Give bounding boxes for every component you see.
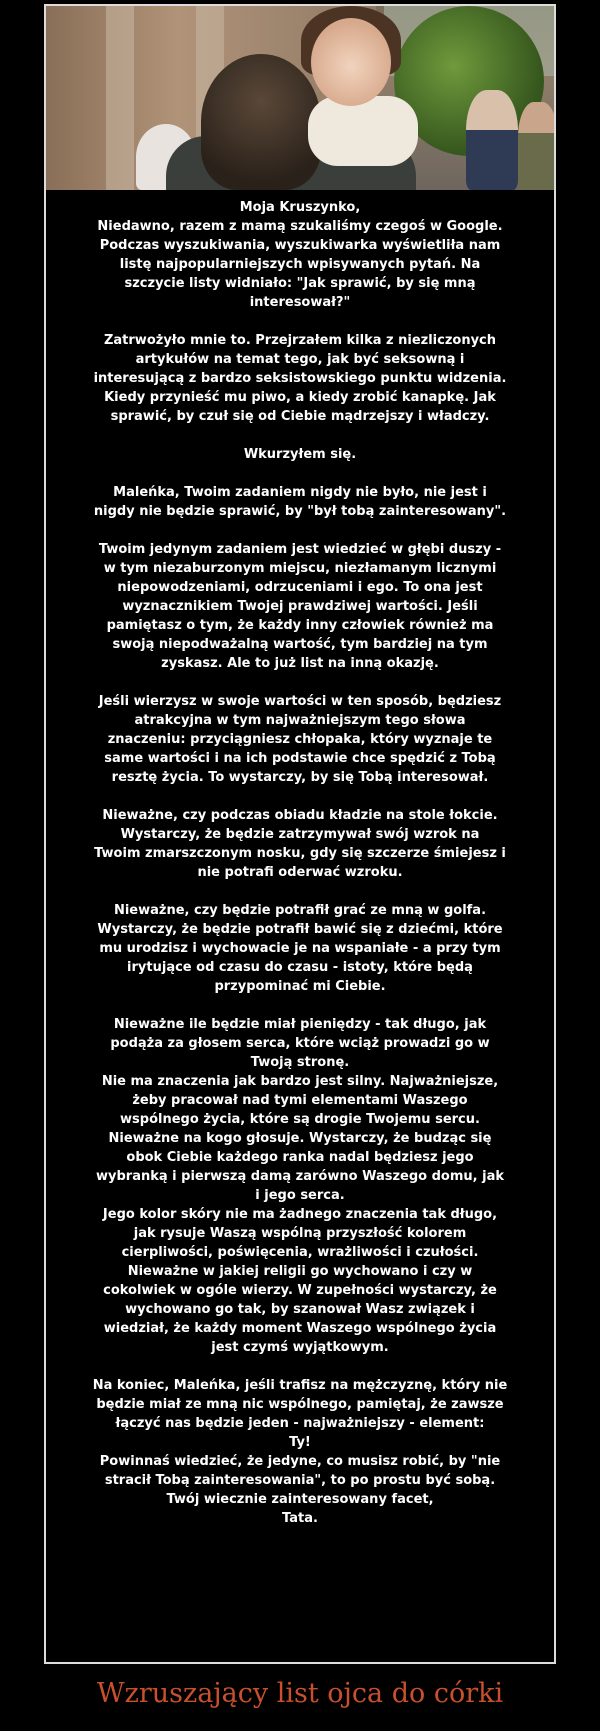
letter-line: same wartości i na ich podstawie chce spędzić z Tobą [104,751,496,766]
letter-line: jak rysuje Waszą wspólną przyszłość kolorem [133,1226,467,1241]
letter-line: Ty! [289,1435,311,1450]
letter-line: resztę życia. To wystarczy, by się Tobą interesował. [111,770,489,785]
letter-line: Nieważne w jakiej religii go wychowano i czy w [127,1264,473,1279]
letter-line: podąża za głosem serca, które wciąż prowadzi go w [110,1036,490,1051]
letter-line: stracił Tobą zainteresowania", to po prostu być sobą. [104,1473,496,1488]
letter-line: obok Ciebie każdego ranka nadal będziesz jego [126,1150,474,1165]
letter-line: Twoim jedynym zadaniem jest wiedzieć w głębi duszy - [98,542,502,557]
paragraph-gap [56,1357,544,1376]
letter-line: irytujące od czasu do czasu - istoty, które będą [127,960,473,975]
photo-daughter-face [311,18,391,106]
photo-bystander-man [466,90,518,190]
poster-caption: Wzruszający list ojca do córki [96,1678,504,1709]
letter-line: Nieważne ile będzie miał pieniędzy - tak długo, jak [113,1017,487,1032]
letter-line: Nieważne, czy będzie potrafił grać ze mną w golfa. [113,903,487,918]
letter-line: Twoją stronę. [250,1055,350,1070]
letter-line: mu urodzisz i wychowacie je na wspaniałe - a przy tym [99,941,501,956]
letter-line: Twój wiecznie zainteresowany facet, [166,1492,434,1507]
photo-father-head [201,54,321,190]
letter-line: Powinnaś wiedzieć, że jedyne, co musisz robić, by "nie [99,1454,501,1469]
letter-line: Na koniec, Maleńka, jeśli trafisz na mężczyznę, który nie [92,1378,508,1393]
poster-frame [44,4,556,1664]
letter-line: wyznacznikiem Twojej prawdziwej wartości. Jeśli [122,599,478,614]
letter-line: Kiedy przynieść mu piwo, a kiedy zrobić kanapkę. Jak [104,390,496,405]
letter-line: wychowano go tak, by szanował Wasz związek i [125,1302,475,1317]
photo-column [106,6,134,190]
paragraph-gap [56,882,544,901]
letter-line: będzie miał ze mną nic wspólnego, pamiętaj, że zawsze [96,1397,504,1412]
letter-line: znaczeniu: przyciągniesz chłopaka, który wyznaje te [107,732,493,747]
letter-line: Niedawno, razem z mamą szukaliśmy czegoś w Google. [97,219,503,234]
letter-line: zyskasz. Ale to już list na inną okazję. [161,656,439,671]
letter-line: interesującą z bardzo seksistowskiego punktu widzenia. [93,371,507,386]
letter-line: w tym niezaburzonym miejscu, niezłamanym licznymi [103,561,497,576]
paragraph-gap [56,312,544,331]
letter-line: szczycie listy widniało: "Jak sprawić, by się mną [124,276,476,291]
letter-line: nie potrafi oderwać wzroku. [197,865,403,880]
letter-line: Wkurzyłem się. [243,447,357,462]
letter-line: Tata. [282,1511,318,1526]
letter-line: żeby pracował nad tymi elementami Waszego [132,1093,468,1108]
letter-line: i jego serca. [255,1188,345,1203]
letter-line: cierpliwości, poświęcenia, wrażliwości i czułości. [121,1245,479,1260]
letter-line: Twoim zmarszczonym nosku, gdy się szczerze śmiejesz i [94,846,506,861]
letter-line: Wystarczy, że będzie potrafił bawić się z dziećmi, które [97,922,503,937]
letter-line: Wystarczy, że będzie zatrzymywał swój wzrok na [120,827,480,842]
letter-line: nigdy nie będzie sprawić, by "był tobą zainteresowany". [93,504,507,519]
letter-line: jest czymś wyjątkowym. [211,1340,389,1355]
paragraph-gap [56,996,544,1015]
letter-line: łączyć nas będzie jeden - najważniejszy - element: [115,1416,485,1431]
letter-line: Jeśli wierzysz w swoje wartości w ten sposób, będziesz [98,694,502,709]
letter-line: Maleńka, Twoim zadaniem nigdy nie było, nie jest i [113,485,487,500]
family-photo [46,6,554,190]
paragraph-gap [56,521,544,540]
letter-line: swoją niepodważalną wartość, tym bardziej na tym [112,637,488,652]
letter-line: pamiętasz o tym, że każdy inny człowiek również ma [106,618,494,633]
letter-line: sprawić, by czuł się od Ciebie mądrzejszy i władczy. [110,409,490,424]
letter-line: artykułów na temat tego, jak być seksowną i [135,352,465,367]
paragraph-gap [56,464,544,483]
letter-line: wybranką i pierwszą damą zarówno Waszego domu, jak [96,1169,504,1184]
letter-line: Podczas wyszukiwania, wyszukiwarka wyświetliła nam [99,238,501,253]
letter-line: interesował?" [249,295,351,310]
letter-line: listę najpopularniejszych wpisywanych pytań. Na [119,257,481,272]
letter-line: wiedział, że każdy moment Waszego wspólnego życia [103,1321,497,1336]
letter-line: wspólnego życia, które są drogie Twojemu sercu. [120,1112,480,1127]
letter-line: cokolwiek w ogóle wierzy. W zupełności wystarczy, że [103,1283,497,1298]
photo-daughter-dress [308,96,418,166]
paragraph-gap [56,787,544,806]
letter-line: Zatrwożyło mnie to. Przejrzałem kilka z niezliczonych [103,333,497,348]
paragraph-gap [56,673,544,692]
letter-line: atrakcyjna w tym najważniejszym tego słowa [134,713,466,728]
paragraph-gap [56,426,544,445]
photo-bystander-woman [518,102,554,190]
letter-line: Nieważne na kogo głosuje. Wystarczy, że budząc się [108,1131,492,1146]
letter-line: Nieważne, czy podczas obiadu kładzie na stole łokcie. [102,808,498,823]
letter-line: Jego kolor skóry nie ma żadnego znaczenia tak długo, [102,1207,498,1222]
letter-line: niepowodzeniami, odrzuceniami i ego. To ona jest [117,580,483,595]
letter-line: przypominać mi Ciebie. [214,979,386,994]
letter-line: Nie ma znaczenia jak bardzo jest silny. Najważniejsze, [101,1074,499,1089]
letter-text [46,190,554,1528]
letter-line: Moja Kruszynko, [239,200,361,215]
